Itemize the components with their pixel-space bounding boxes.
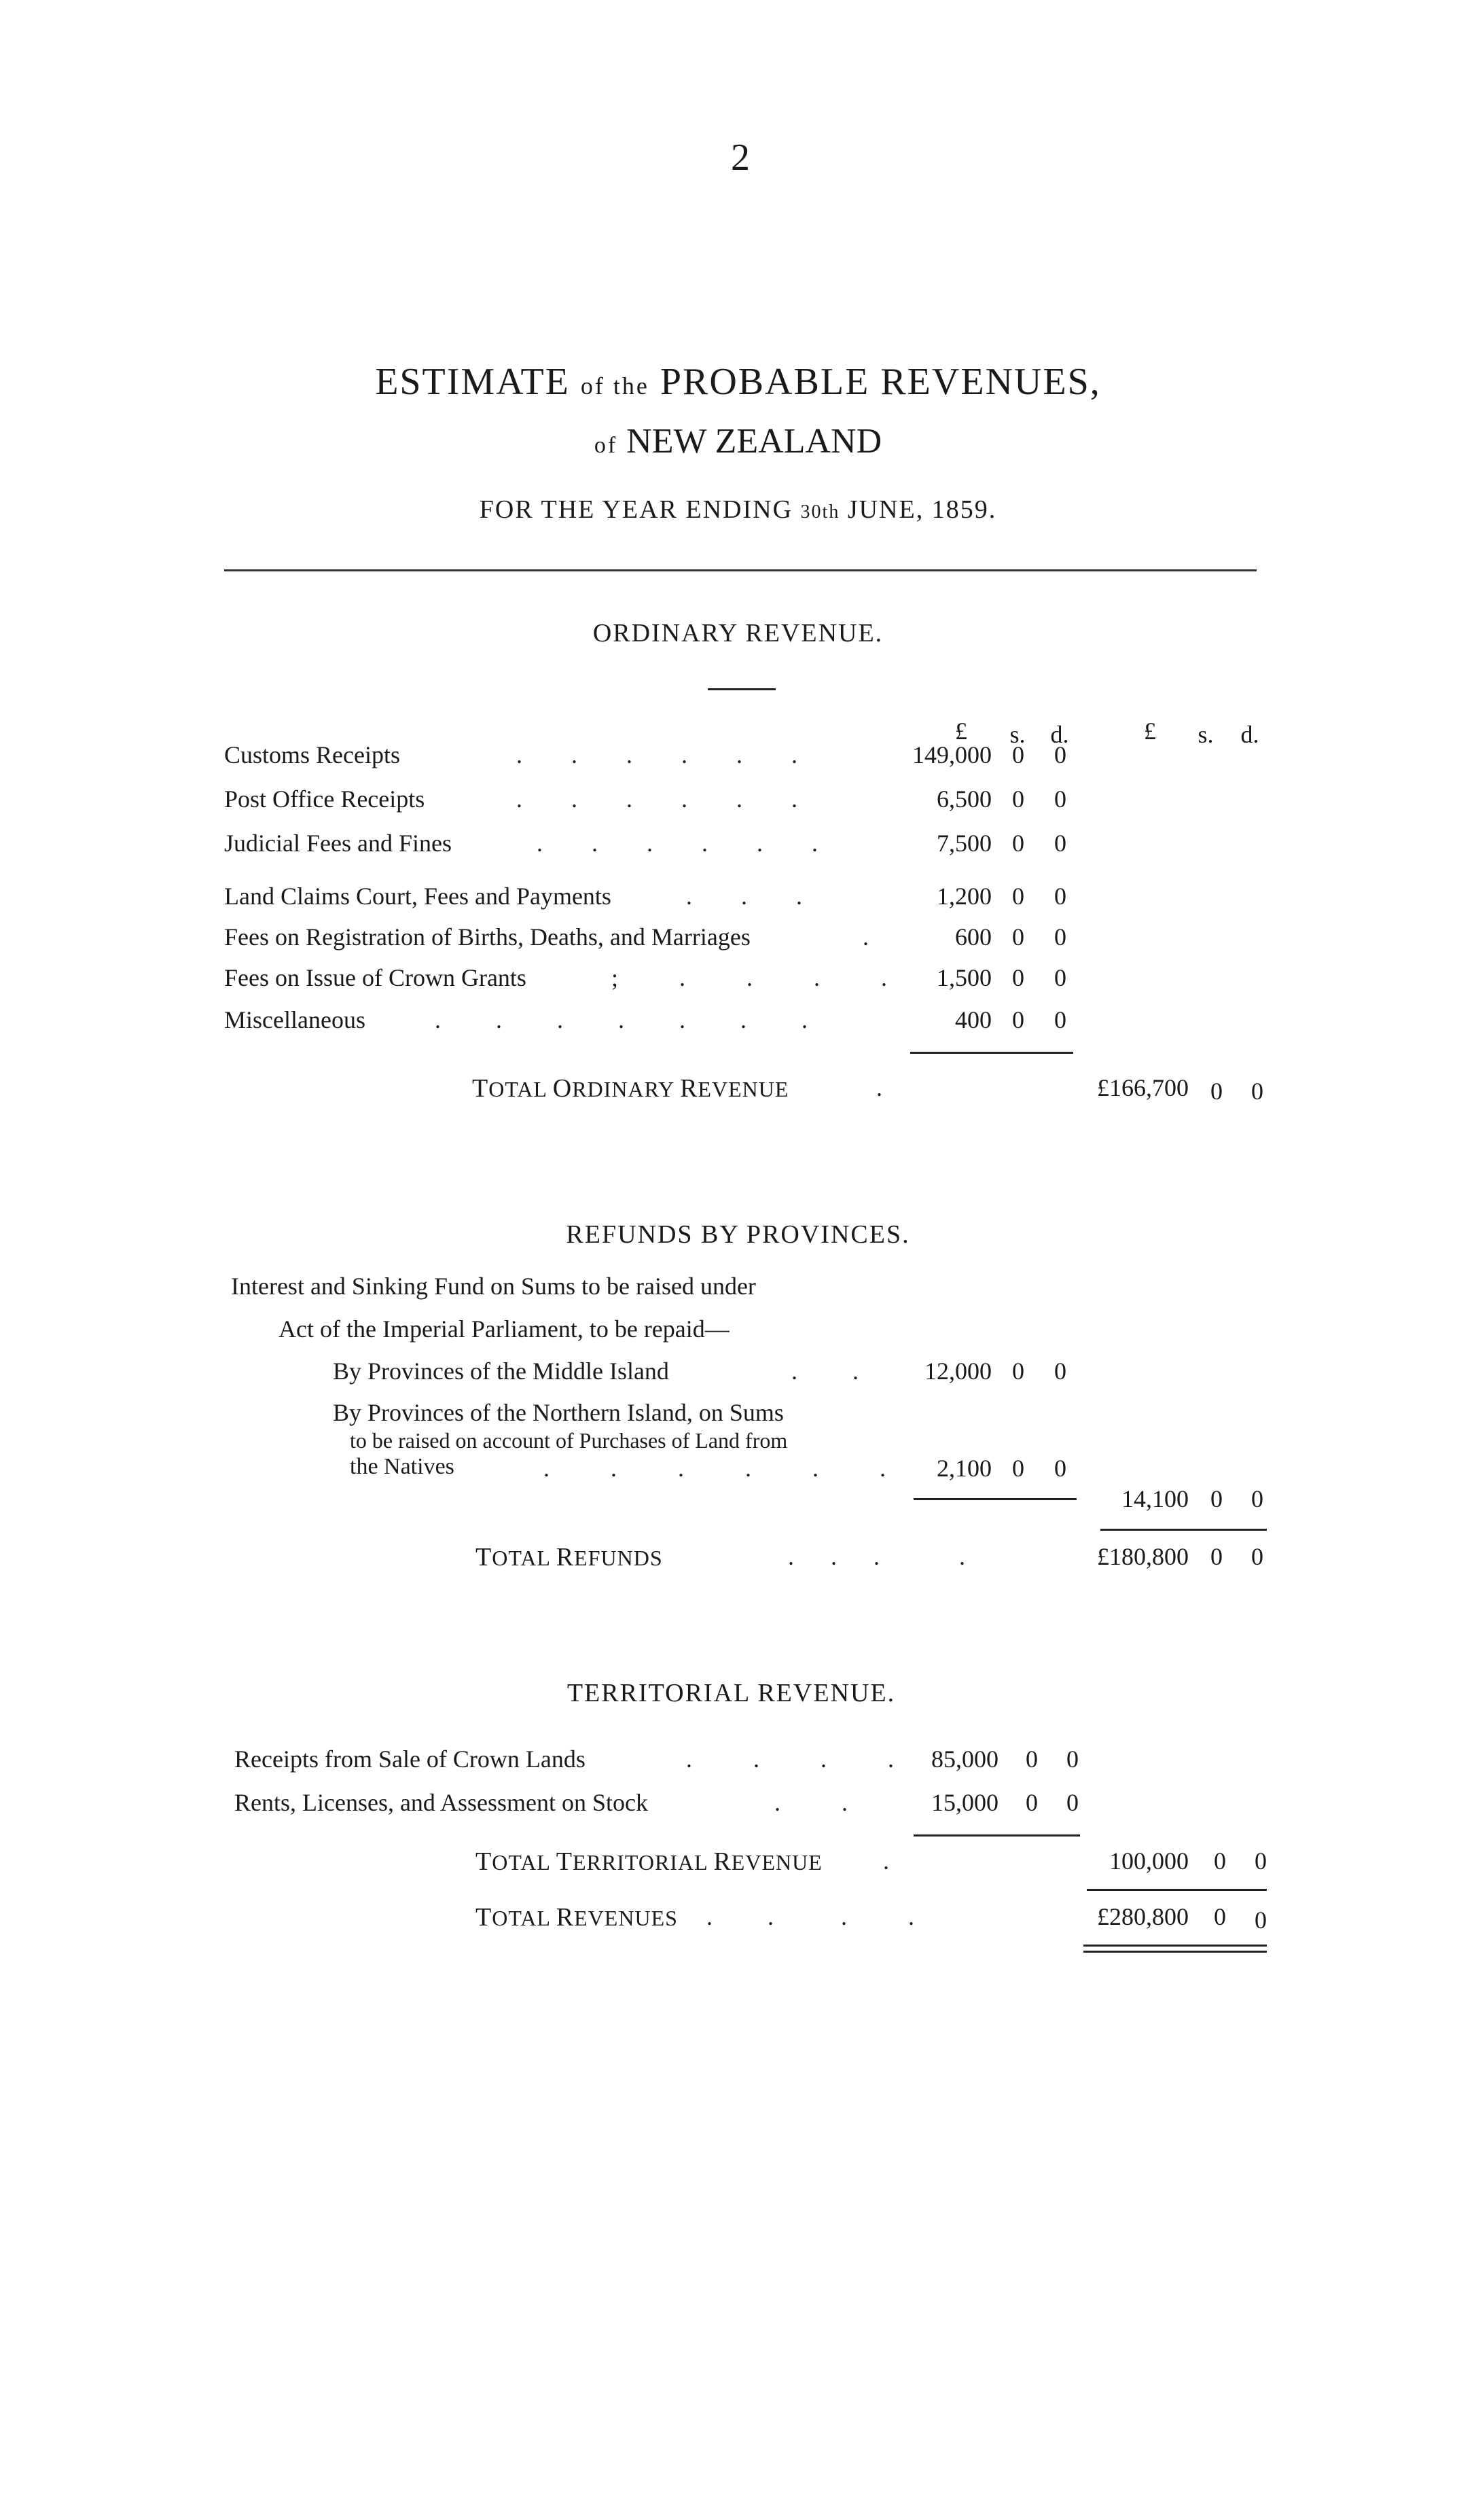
row-label: Receipts from Sale of Crown Lands xyxy=(234,1745,586,1773)
amount-pounds: 400 xyxy=(955,1006,992,1033)
ordinary-revenue-heading: ORDINARY REVENUE. xyxy=(592,619,884,647)
amount-pence: 0 xyxy=(1054,741,1066,768)
title-word-revenues: REVENUES, xyxy=(880,361,1101,403)
subtotal-rule xyxy=(910,1052,1073,1054)
refunds-subtotal-pence: 0 xyxy=(1251,1485,1263,1512)
period-text: FOR THE YEAR ENDING xyxy=(479,495,793,524)
amount-pounds: 12,000 xyxy=(924,1357,992,1385)
subtitle-new-zealand: NEW ZEALAND xyxy=(626,422,882,461)
total-refunds-pence: 0 xyxy=(1251,1543,1263,1570)
document-period xyxy=(0,495,1476,525)
col-header-pence: d. xyxy=(1050,721,1069,748)
amount-pence: 0 xyxy=(1054,785,1066,813)
col-header-pounds: £ xyxy=(955,717,967,745)
total-revenues-pence: 0 xyxy=(1255,1906,1267,1934)
col-header-pence-2: d. xyxy=(1240,721,1259,748)
col-header-shillings-2: s. xyxy=(1198,721,1214,748)
total-ordinary-pence: 0 xyxy=(1251,1078,1263,1105)
amount-pounds: 1,200 xyxy=(937,883,992,910)
row-label-line-3: the Natives xyxy=(350,1454,454,1479)
leader-dots: . . . . xyxy=(686,1745,894,1773)
amount-shillings: 0 xyxy=(1012,1455,1024,1482)
amount-pounds: 15,000 xyxy=(931,1789,998,1816)
refunds-subtotal-pounds: 14,100 xyxy=(1121,1485,1189,1512)
amount-pence: 0 xyxy=(1054,830,1066,857)
amount-pounds: 1,500 xyxy=(937,964,992,991)
amount-pounds: 2,100 xyxy=(937,1455,992,1482)
amount-pence: 0 xyxy=(1054,1455,1066,1482)
row-label-line-2: to be raised on account of Purchases of Land from xyxy=(350,1428,788,1453)
leader-dots: . . . . . . xyxy=(543,1455,886,1482)
amount-shillings: 0 xyxy=(1012,1357,1024,1385)
total-revenues-label: TOTAL REVENUES xyxy=(475,1903,678,1932)
row-label: Miscellaneous xyxy=(224,1006,365,1033)
leader-dots: . xyxy=(883,1847,889,1875)
total-territorial-shillings: 0 xyxy=(1214,1847,1226,1875)
leader-dots: . . xyxy=(774,1789,848,1816)
refunds-intro-line-2: Act of the Imperial Parliament, to be repaid— xyxy=(278,1315,730,1343)
title-word-estimate: ESTIMATE xyxy=(375,361,570,403)
total-refunds-label: TOTAL REFUNDS xyxy=(475,1543,663,1572)
row-label: By Provinces of the Middle Island xyxy=(333,1357,669,1385)
amount-shillings: 0 xyxy=(1012,964,1024,991)
total-territorial-pence: 0 xyxy=(1255,1847,1267,1875)
amount-shillings: 0 xyxy=(1012,883,1024,910)
refunds-heading: REFUNDS BY PROVINCES. xyxy=(566,1220,910,1249)
header-divider xyxy=(224,569,1257,571)
subtitle-of: of xyxy=(594,433,618,458)
leader-dots: . . xyxy=(791,1357,859,1385)
amount-pounds: 7,500 xyxy=(937,830,992,857)
leader-dots: . . . . . . xyxy=(537,830,818,857)
amount-pence: 0 xyxy=(1054,1006,1066,1033)
amount-shillings: 0 xyxy=(1012,741,1024,768)
subtotal-rule xyxy=(1087,1889,1267,1891)
amount-shillings: 0 xyxy=(1026,1745,1038,1773)
row-label-line-1: By Provinces of the Northern Island, on Sums xyxy=(333,1399,784,1426)
subtotal-rule xyxy=(914,1498,1077,1500)
amount-shillings: 0 xyxy=(1012,923,1024,951)
amount-shillings: 0 xyxy=(1012,830,1024,857)
refunds-intro-line-1: Interest and Sinking Fund on Sums to be raised under xyxy=(231,1273,756,1300)
refunds-subtotal-shillings: 0 xyxy=(1210,1485,1223,1512)
amount-pence: 0 xyxy=(1054,923,1066,951)
total-revenues-pounds: £280,800 xyxy=(1097,1903,1189,1930)
row-label: Rents, Licenses, and Assessment on Stock xyxy=(234,1789,648,1816)
leader-dots: . . . . xyxy=(706,1903,914,1930)
leader-dots: . . . . xyxy=(788,1543,965,1570)
total-ordinary-pounds: £166,700 xyxy=(1097,1074,1189,1101)
leader-dots: . xyxy=(876,1074,882,1101)
total-revenues-shillings: 0 xyxy=(1214,1903,1226,1930)
amount-pounds: 600 xyxy=(955,923,992,951)
col-header-pounds-2: £ xyxy=(1144,717,1156,745)
row-label: Fees on Registration of Births, Deaths, and Marriages xyxy=(224,923,751,951)
document-title xyxy=(0,360,1476,404)
leader-dots: . . . . . . xyxy=(516,785,797,813)
amount-pence: 0 xyxy=(1066,1789,1079,1816)
total-ordinary-shillings: 0 xyxy=(1210,1078,1223,1105)
page-number: 2 xyxy=(731,137,750,179)
leader-dots: . . . . . . xyxy=(516,741,797,768)
amount-pence: 0 xyxy=(1054,1357,1066,1385)
amount-shillings: 0 xyxy=(1012,1006,1024,1033)
amount-pence: 0 xyxy=(1066,1745,1079,1773)
amount-shillings: 0 xyxy=(1012,785,1024,813)
territorial-heading: TERRITORIAL REVENUE. xyxy=(566,1679,896,1707)
total-ordinary-label: TOTAL ORDINARY REVENUE xyxy=(472,1074,789,1103)
row-label: Judicial Fees and Fines xyxy=(224,830,452,857)
amount-pence: 0 xyxy=(1054,964,1066,991)
row-label: Land Claims Court, Fees and Payments xyxy=(224,883,611,910)
amount-pence: 0 xyxy=(1054,883,1066,910)
leader-dots: . xyxy=(863,923,869,951)
amount-pounds: 85,000 xyxy=(931,1745,998,1773)
total-territorial-label: TOTAL TERRITORIAL REVENUE xyxy=(475,1847,823,1876)
subtotal-rule xyxy=(1100,1529,1267,1531)
period-date: JUNE, 1859. xyxy=(847,495,997,524)
row-label: Post Office Receipts xyxy=(224,785,425,813)
leader-dots: ; . . . . xyxy=(611,964,888,991)
total-refunds-pounds: £180,800 xyxy=(1097,1543,1189,1570)
period-day: 30th xyxy=(800,501,840,522)
total-territorial-pounds: 100,000 xyxy=(1109,1847,1189,1875)
section-short-rule xyxy=(708,688,776,690)
leader-dots: . . . xyxy=(686,883,802,910)
subtotal-rule xyxy=(914,1834,1080,1836)
row-label: Fees on Issue of Crown Grants xyxy=(224,964,526,991)
title-word-of-the: of the xyxy=(580,372,649,400)
title-word-probable: PROBABLE xyxy=(660,361,870,403)
leader-dots: . . . . . . . xyxy=(435,1006,808,1033)
document-subtitle xyxy=(0,421,1476,461)
col-header-shillings: s. xyxy=(1009,721,1026,748)
row-label: Customs Receipts xyxy=(224,741,400,768)
amount-pounds: 6,500 xyxy=(937,785,992,813)
grand-total-double-rule xyxy=(1083,1945,1267,1953)
amount-shillings: 0 xyxy=(1026,1789,1038,1816)
amount-pounds: 149,000 xyxy=(912,741,992,768)
total-refunds-shillings: 0 xyxy=(1210,1543,1223,1570)
